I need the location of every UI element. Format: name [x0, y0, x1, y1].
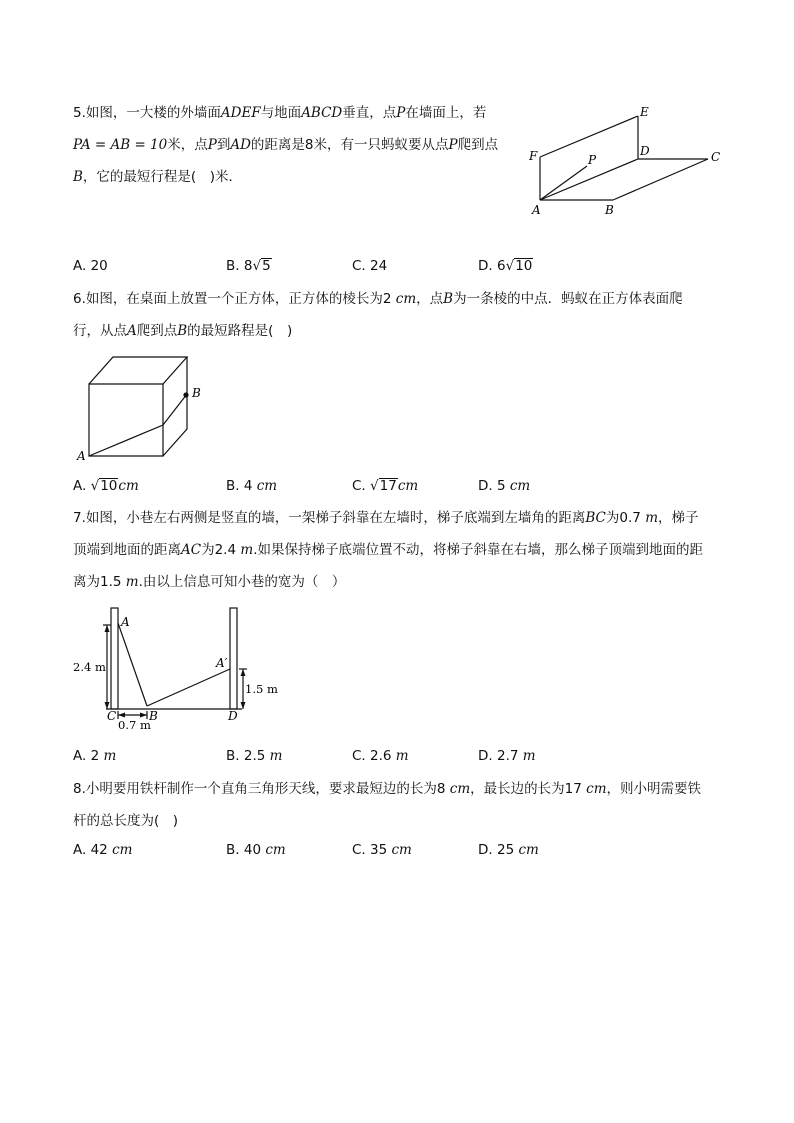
q6-cube-top: [89, 357, 187, 384]
q7-label-A-prime: A′: [216, 656, 228, 670]
question-6: [73, 283, 683, 347]
q5-option-c[interactable]: C. 24: [352, 258, 388, 274]
q7-option-d[interactable]: D. 2.7 m: [478, 748, 536, 764]
q7-dim-right-label: 1.5 m: [245, 682, 278, 696]
question-5: [73, 97, 498, 193]
q6-option-b[interactable]: B. 4 cm: [226, 478, 278, 494]
question-8: [73, 773, 701, 837]
q7-line-1: 7.如图，小巷左右两侧是竖直的墙，一架梯子斜靠在左墙时，梯子底端到左墙角的距离BC为0.7 m，梯子: [73, 510, 699, 526]
q8-line-1: 8.小明要用铁杆制作一个直角三角形天线，要求最短边的长为8 cm，最长边的长为17 cm，则小明需要铁: [73, 781, 702, 797]
q6-line-1: 6.如图，在桌面上放置一个正方体，正方体的棱长为2 cm，点B为一条棱的中点．蚂蚁在正方体表面爬: [73, 291, 683, 307]
q7-label-C: C: [107, 709, 117, 723]
q7-right-wall: [230, 608, 237, 709]
q8-option-d[interactable]: D. 25 cm: [478, 842, 539, 858]
q7-dim-left-label: 2.4 m: [73, 660, 106, 674]
q7-label-B: B: [149, 709, 158, 723]
q5-option-d[interactable]: D. 6√10: [478, 258, 533, 274]
q6-option-d[interactable]: D. 5 cm: [478, 478, 531, 494]
question-7: [73, 502, 703, 598]
q6-figure: [72, 350, 212, 468]
q5-edge-BC: [613, 159, 708, 200]
q6-label-B: B: [192, 386, 201, 400]
q7-line-3: 离为1.5 m.由以上信息可知小巷的宽为（ ）: [73, 574, 346, 590]
q5-label-C: C: [711, 150, 721, 164]
q7-option-c[interactable]: C. 2.6 m: [352, 748, 409, 764]
q6-cube-side: [163, 357, 187, 456]
q5-label-E: E: [640, 105, 649, 119]
q6-label-A: A: [77, 449, 86, 463]
q5-figure: [525, 100, 730, 225]
q7-label-D: D: [228, 709, 238, 723]
q5-line-1: 5.如图，一大楼的外墙面ADEF与地面ABCD垂直，点P在墙面上，若: [73, 105, 487, 121]
q6-line-2: 行，从点A爬到点B的最短路程是( ): [73, 323, 293, 339]
q6-path-A-to-B: [89, 394, 187, 456]
q5-edge-FE: [540, 116, 638, 157]
q8-option-b[interactable]: B. 40 cm: [226, 842, 286, 858]
q5-label-D: D: [640, 144, 650, 158]
q7-figure: [70, 605, 285, 735]
q5-line-3: B，它的最短行程是( )米．: [73, 169, 242, 185]
q6-point-B: [183, 392, 188, 397]
q6-option-c[interactable]: C. √17cm: [352, 478, 419, 494]
q7-label-A: A: [121, 615, 130, 629]
q6-option-a[interactable]: A. √10cm: [73, 478, 139, 494]
q5-line-2: PA = AB = 10米，点P到AD的距离是8米，有一只蚂蚁要从点P爬到点: [73, 137, 499, 153]
q5-label-P: P: [588, 153, 597, 167]
q7-option-b[interactable]: B. 2.5 m: [226, 748, 283, 764]
q7-ladder-right: [147, 669, 230, 706]
q5-label-B: B: [605, 203, 614, 217]
q7-dim-bottom-label: 0.7 m: [118, 718, 151, 732]
q8-option-c[interactable]: C. 35 cm: [352, 842, 412, 858]
q5-option-b[interactable]: B. 8√5: [226, 258, 271, 274]
q7-line-2: 顶端到地面的距离AC为2.4 m.如果保持梯子底端位置不动，将梯子斜靠在右墙，那么梯子顶端到地面的距: [73, 542, 703, 558]
q6-cube-front: [89, 384, 163, 456]
q5-option-a[interactable]: A. 20: [73, 258, 108, 274]
q7-left-wall: [111, 608, 118, 709]
q8-option-a[interactable]: A. 42 cm: [73, 842, 133, 858]
q8-line-2: 杆的总长度为( ): [73, 813, 179, 829]
q5-label-A: A: [532, 203, 541, 217]
q7-option-a[interactable]: A. 2 m: [73, 748, 117, 764]
q7-ladder-left: [118, 623, 147, 706]
q5-label-F: F: [529, 149, 538, 163]
